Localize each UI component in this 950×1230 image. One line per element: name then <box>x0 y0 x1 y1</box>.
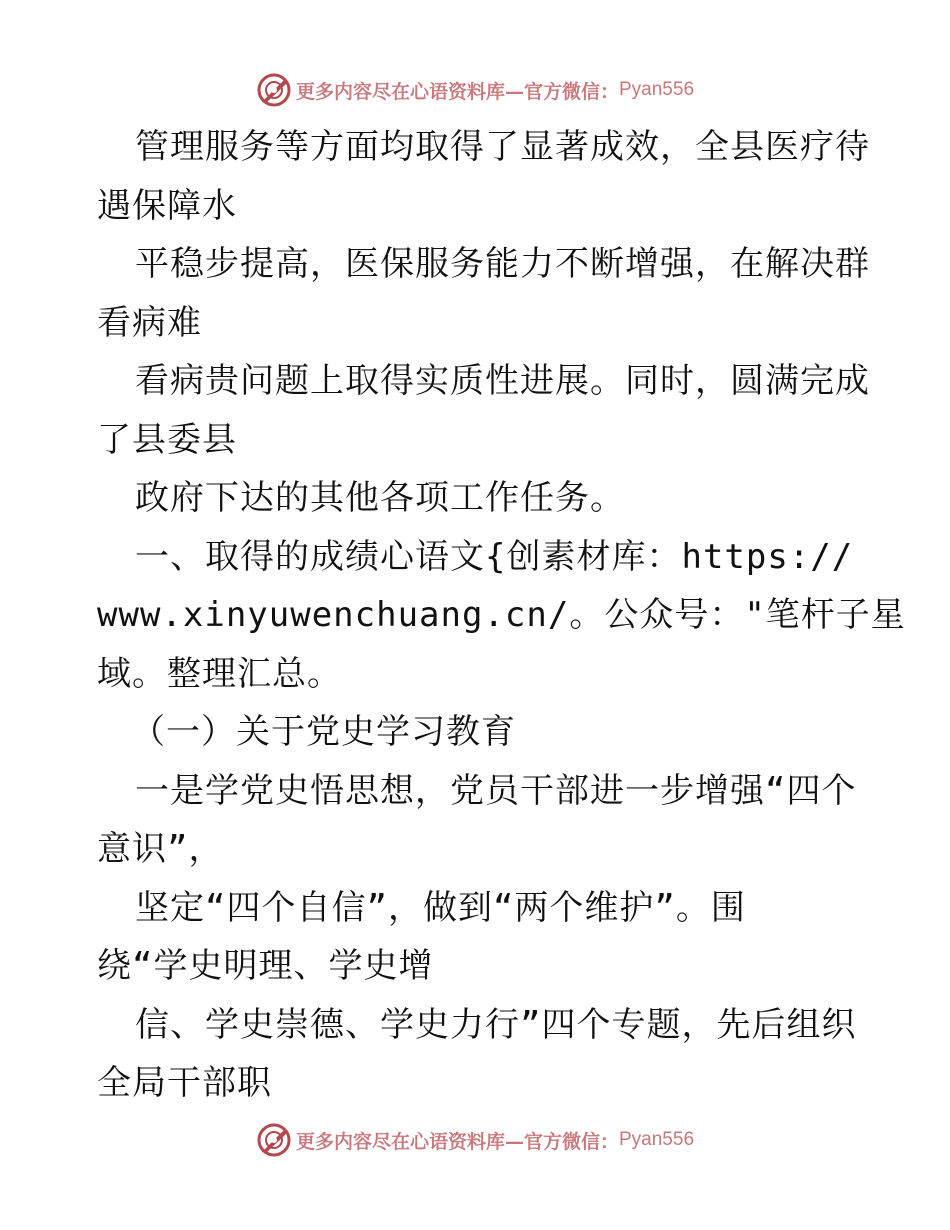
watermark-id: Pyan556 <box>619 1129 695 1150</box>
footer-watermark <box>0 1120 950 1160</box>
text-line: 看病贵问题上取得实质性进展。同时，圆满完成 <box>135 361 870 401</box>
text-line: 一、取得的成绩心语文{创素材库：https:// <box>135 536 854 577</box>
text-line: 管理服务等方面均取得了显著成效，全县医疗待 <box>135 127 870 167</box>
quill-logo-icon <box>256 1122 292 1158</box>
watermark-text: 更多内容尽在心语资料库—官方微信： <box>295 80 619 103</box>
text-line: 政府下达的其他各项工作任务。 <box>135 478 625 518</box>
text-line: 绕“学史明理、学史增 <box>97 946 434 986</box>
text-line: 平稳步提高，医保服务能力不断增强，在解决群 <box>135 244 870 284</box>
text-line: www.xinyuwenchuang.cn/。公众号："笔杆子星 <box>97 595 906 635</box>
body-text <box>97 118 906 1113</box>
watermark-text: 更多内容尽在心语资料库—官方微信： <box>295 1130 619 1153</box>
text-line: 了县委县 <box>97 419 237 460</box>
text-line: 一是学党史悟思想，党员干部进一步增强“四个 <box>135 770 857 811</box>
text-line: 遇保障水 <box>97 185 237 226</box>
watermark-id: Pyan556 <box>619 79 695 100</box>
text-line: 全局干部职 <box>97 1063 272 1103</box>
quill-logo-icon <box>256 72 292 108</box>
text-line: 域。整理汇总。 <box>97 653 342 694</box>
section-heading: （一）关于党史学习教育 <box>131 712 516 752</box>
text-line: 意识”， <box>97 829 224 869</box>
text-line: 看病难 <box>97 302 202 343</box>
header-watermark <box>0 70 950 110</box>
text-line: 坚定“四个自信”，做到“两个维护”。围 <box>135 887 746 928</box>
text-line: 信、学史崇德、学史力行”四个专题，先后组织 <box>135 1004 857 1045</box>
